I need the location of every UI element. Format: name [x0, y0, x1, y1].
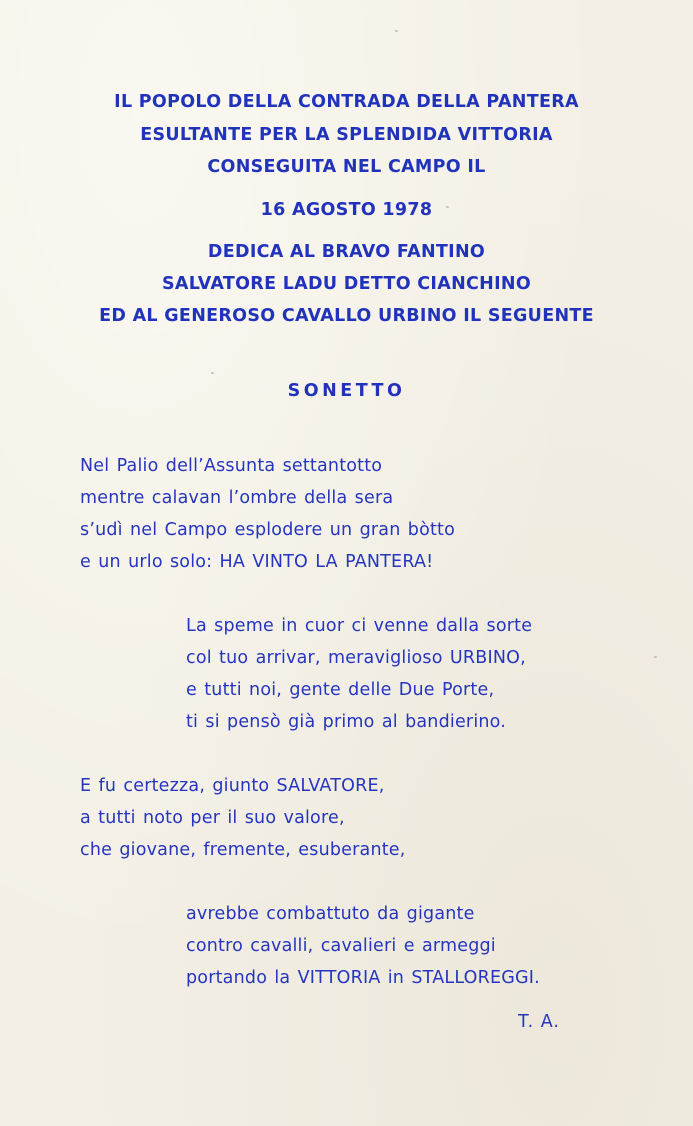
stanza-2-line-4: ti si pensò già primo al bandierino.	[186, 712, 507, 732]
header-line-7: ED AL GENEROSO CAVALLO URBINO IL SEGUENTE	[99, 306, 594, 326]
paper-speck	[395, 30, 398, 32]
stanza-4-line-2: contro cavalli, cavalieri e armeggi	[186, 936, 496, 956]
header-line-1: IL POPOLO DELLA CONTRADA DELLA PANTERA	[114, 92, 579, 112]
paper-speck	[211, 372, 214, 374]
paper-speck	[446, 206, 449, 208]
stanza-2-line-1: La speme in cuor ci venne dalla sorte	[186, 616, 533, 636]
stanza-4-line-1: avrebbe combattuto da gigante	[186, 904, 475, 924]
header-line-5: DEDICA AL BRAVO FANTINO	[207, 242, 486, 262]
stanza-2-line-3: e tutti noi, gente delle Due Porte,	[186, 680, 495, 700]
stanza-3-line-2: a tutti noto per il suo valore,	[80, 808, 345, 828]
stanza-4-line-3: portando la VITTORIA in STALLOREGGI.	[186, 968, 540, 988]
stanza-3-line-3: che giovane, fremente, esuberante,	[80, 840, 406, 860]
header-line-3: CONSEGUITA NEL CAMPO IL	[207, 157, 486, 177]
paper-speck	[654, 656, 657, 658]
stanza-1-line-3: s’udì nel Campo esplodere un gran bòtto	[80, 520, 456, 540]
stanza-1-line-4: e un urlo solo: HA VINTO LA PANTERA!	[80, 552, 434, 572]
stanza-2-line-2: col tuo arrivar, meraviglioso URBINO,	[186, 648, 526, 668]
stanza-3-line-1: E fu certezza, giunto SALVATORE,	[80, 776, 385, 796]
header-line-2: ESULTANTE PER LA SPLENDIDA VITTORIA	[140, 125, 553, 145]
signature-initials: T. A.	[518, 1012, 560, 1032]
stanza-1-line-2: mentre calavan l’ombre della sera	[80, 488, 394, 508]
header-date: 16 AGOSTO 1978	[260, 200, 433, 220]
header-line-6: SALVATORE LADU DETTO CIANCHINO	[161, 274, 532, 294]
stanza-1-line-1: Nel Palio dell’Assunta settantotto	[80, 456, 383, 476]
poem-title: SONETTO	[287, 381, 406, 401]
